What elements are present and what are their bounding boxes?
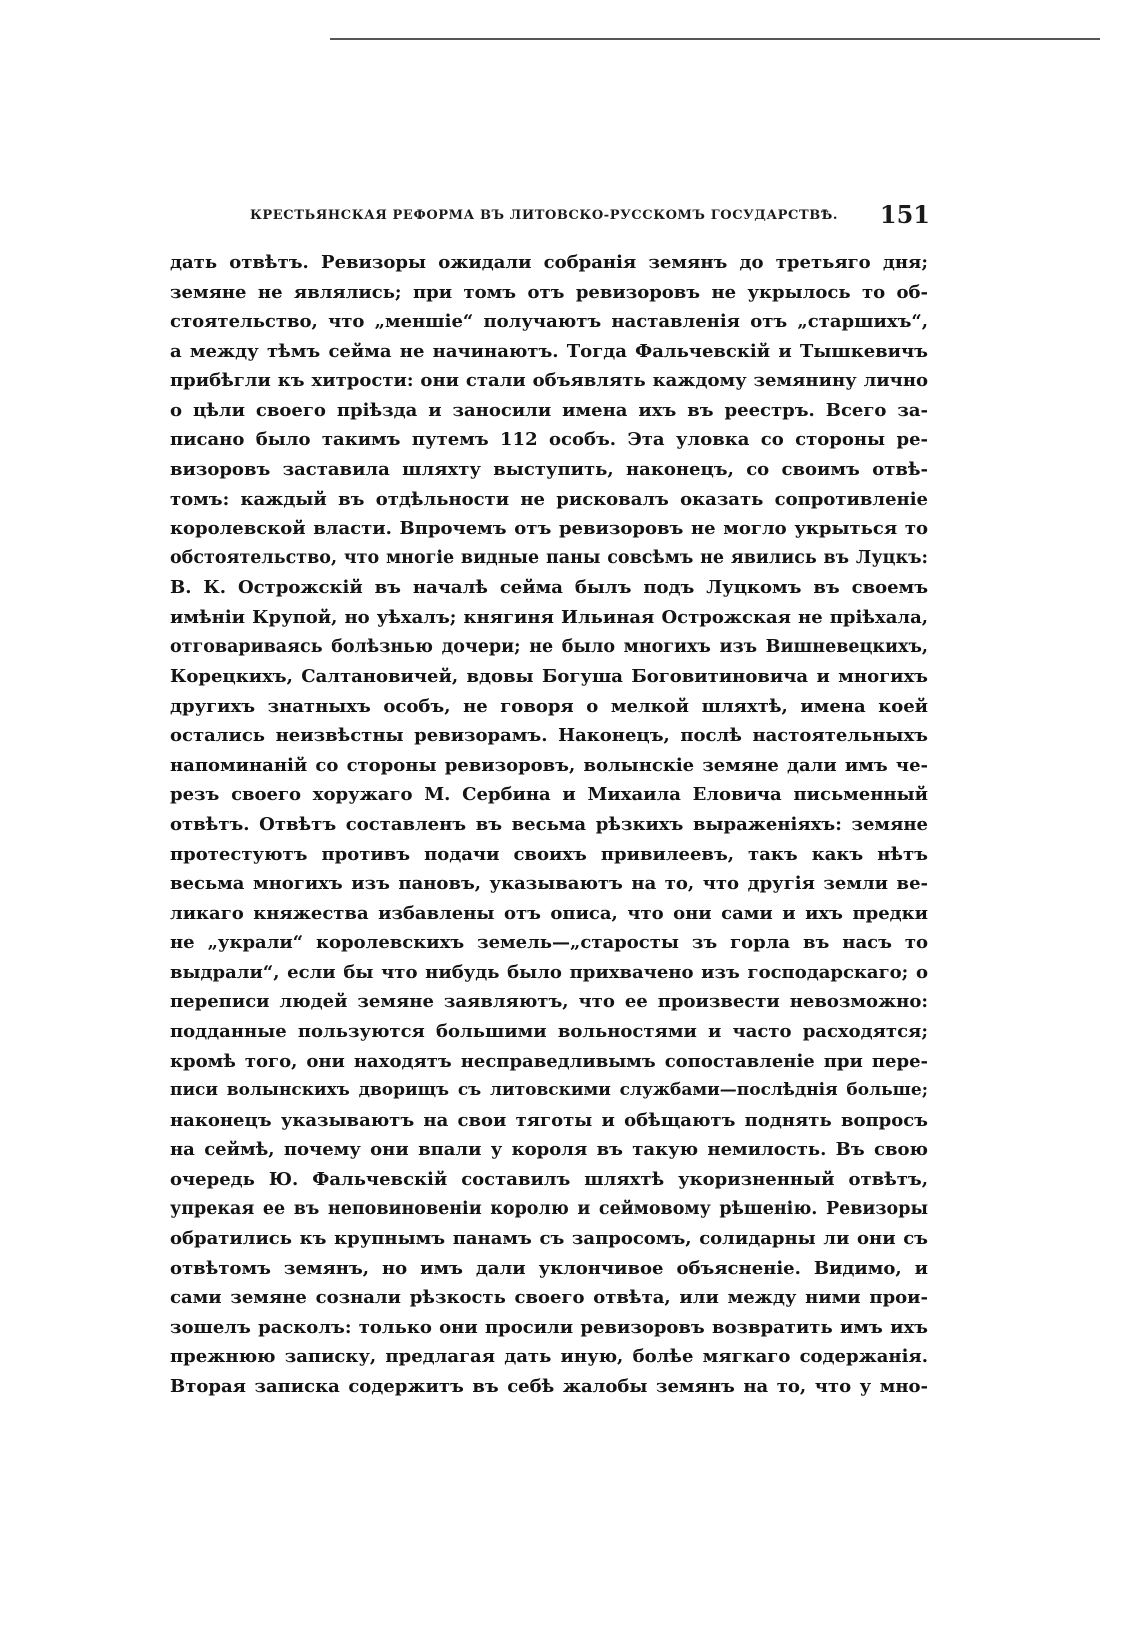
page-header <box>250 200 930 234</box>
text-line: на сеймѣ, почему они впали у короля въ такую немилость. Въ свою <box>170 1139 928 1161</box>
text-line: упрекая ее въ неповиновеніи королю и сеймовому рѣшенію. Ревизоры <box>170 1198 928 1219</box>
text-line: обстоятельство, что многіе видные паны совсѣмъ не явились въ Луцкъ: <box>170 547 928 568</box>
text-line: отвѣтъ. Отвѣтъ составленъ въ весьма рѣзкихъ выраженіяхъ: земяне <box>170 813 928 835</box>
text-line: о цѣли своего пріѣзда и заносили имена ихъ въ реестръ. Всего за- <box>170 399 928 421</box>
text-line: протестуютъ противъ подачи своихъ привилеевъ, такъ какъ нѣтъ <box>170 843 928 865</box>
text-line: дать отвѣтъ. Ревизоры ожидали собранія земянъ до третьяго дня; <box>170 252 928 273</box>
text-line: очередь Ю. Фальчевскій составилъ шляхтѣ укоризненный отвѣтъ, <box>170 1168 928 1190</box>
text-line: обратились къ крупнымъ панамъ съ запросомъ, солидарны ли они съ <box>170 1228 928 1250</box>
running-head: КРЕСТЬЯНСКАЯ РЕФОРМА ВЪ ЛИТОВСКО-РУССКОМЪ ГОСУДАРСТВѢ. <box>250 208 838 223</box>
text-line: весьма многихъ изъ пановъ, указываютъ на то, что другія земли ве- <box>170 873 928 895</box>
text-line: визоровъ заставила шляхту выступить, наконецъ, со своимъ отвѣ- <box>170 459 928 481</box>
body-text <box>170 248 928 1402</box>
text-line: стоятельство, что „меншіе“ получаютъ наставленія отъ „старшихъ“, <box>170 311 928 333</box>
text-line: зошелъ расколъ: только они просили ревизоровъ возвратить имъ ихъ <box>170 1316 928 1338</box>
page-number: 151 <box>879 200 930 229</box>
text-line: напоминаній со стороны ревизоровъ, волынскіе земяне дали имъ че- <box>170 754 928 776</box>
text-line: имѣніи Крупой, но уѣхалъ; княгиня Ильиная Острожская не пріѣхала, <box>170 606 928 628</box>
text-line: другихъ знатныхъ особъ, не говоря о мелкой шляхтѣ, имена коей <box>170 695 928 717</box>
text-line: королевской власти. Впрочемъ отъ ревизоровъ не могло укрыться то <box>170 518 928 540</box>
text-line: переписи людей земяне заявляютъ, что ее произвести невозможно: <box>170 991 928 1013</box>
text-line: наконецъ указываютъ на свои тяготы и обѣщаютъ поднять вопросъ <box>170 1109 928 1131</box>
text-line: Вторая записка содержитъ въ себѣ жалобы земянъ на то, что у мно- <box>170 1375 928 1397</box>
text-line: кромѣ того, они находятъ несправедливымъ сопоставленіе при пере- <box>170 1050 928 1072</box>
text-line: остались неизвѣстны ревизорамъ. Наконецъ, послѣ настоятельныхъ <box>170 725 928 747</box>
text-line: томъ: каждый въ отдѣльности не рисковалъ оказать сопротивленіе <box>170 488 928 510</box>
text-line: резъ своего хоружаго М. Сербина и Михаила Еловича письменный <box>170 784 928 806</box>
text-line: писи волынскихъ дворищъ съ литовскими службами—послѣднія больше; <box>170 1080 928 1101</box>
text-line: подданные пользуются большими вольностями и часто расходятся; <box>170 1021 928 1043</box>
text-line: писано было такимъ путемъ 112 особъ. Эта уловка со стороны ре- <box>170 429 928 451</box>
text-line: прежнюю записку, предлагая дать иную, болѣе мягкаго содержанія. <box>170 1346 928 1368</box>
text-line: прибѣгли къ хитрости: они стали объявлять каждому земянину лично <box>170 370 928 392</box>
text-line: Корецкихъ, Салтановичей, вдовы Богуша Боговитиновича и многихъ <box>170 666 928 688</box>
text-line: выдрали“, если бы что нибудь было прихвачено изъ господарскаго; о <box>170 961 928 983</box>
text-line: а между тѣмъ сейма не начинаютъ. Тогда Фальчевскій и Тышкевичъ <box>170 340 928 362</box>
text-line: земяне не являлись; при томъ отъ ревизоровъ не укрылось то об- <box>170 281 928 303</box>
text-line: В. К. Острожскій въ началѣ сейма былъ подъ Луцкомъ въ своемъ <box>170 577 928 599</box>
text-line: ликаго княжества избавлены отъ описа, что они сами и ихъ предки <box>170 902 928 924</box>
top-rule <box>330 38 1100 40</box>
text-line: отговариваясь болѣзнью дочери; не было многихъ изъ Вишневецкихъ, <box>170 636 928 657</box>
text-line: не „украли“ королевскихъ земель—„старосты зъ горла въ насъ то <box>170 932 928 954</box>
text-line: отвѣтомъ земянъ, но имъ дали уклончивое объясненіе. Видимо, и <box>170 1257 928 1279</box>
text-line: сами земяне сознали рѣзкость своего отвѣта, или между ними прои- <box>170 1287 928 1309</box>
